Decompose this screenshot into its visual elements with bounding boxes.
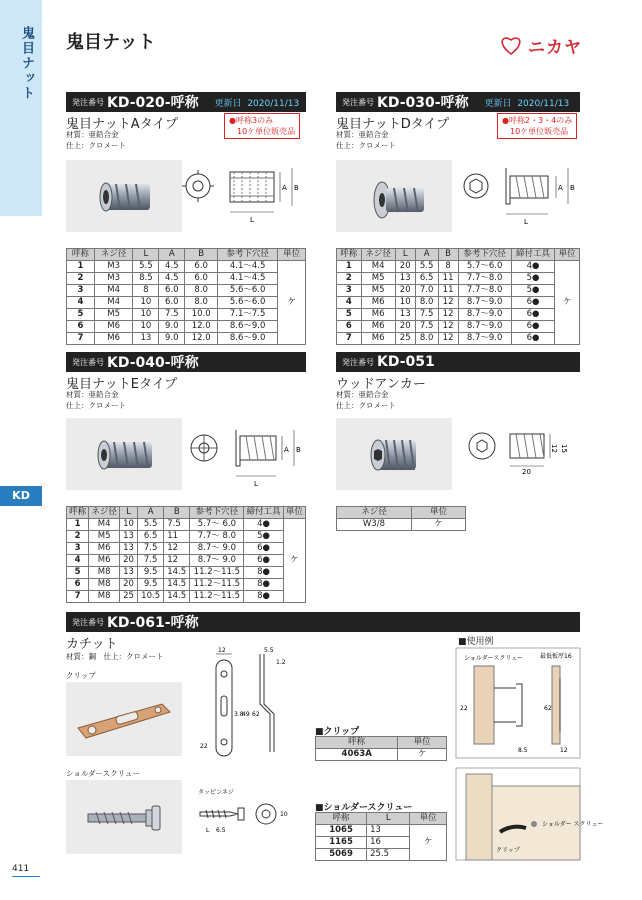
clip-photo-icon bbox=[66, 682, 182, 756]
kd020-sales-note: ●呼称3のみ 10ケ単位販売品 bbox=[224, 113, 300, 139]
dim-10: 10 bbox=[280, 811, 288, 818]
brand-logo bbox=[500, 34, 608, 56]
kd051-name: ウッドアンカー bbox=[336, 377, 426, 392]
table-header-row: 呼称 L 単位 bbox=[316, 813, 447, 825]
dim-8-5: 8.5 bbox=[518, 747, 528, 754]
table-row: 7 M6 13 9.0 12.0 8.6〜9.0 bbox=[67, 333, 306, 345]
logo-text: ニカヤ bbox=[528, 38, 582, 58]
kd020-finish: 仕上：クロメート bbox=[66, 141, 126, 150]
table-row: 4 M6 20 7.5 12 8.7〜 9.0 6● bbox=[67, 555, 306, 567]
dim-12: 12 bbox=[560, 747, 568, 754]
kd020-drawing bbox=[184, 164, 304, 226]
dim-a: A bbox=[558, 184, 563, 192]
kd040-finish: 仕上：クロメート bbox=[66, 401, 126, 410]
table-row: 1 M4 10 5.5 7.5 5.7〜 6.0 4● ケ bbox=[67, 519, 306, 531]
clip-table-title: ■クリップ bbox=[315, 727, 360, 737]
table-row: 7 M8 25 10.5 14.5 11.2〜11.5 8● bbox=[67, 591, 306, 603]
kd020-header: 発注番号 KD-020-呼称 更新日 2020/11/13 bbox=[66, 92, 306, 112]
table-row: 1165 16 bbox=[316, 837, 447, 849]
shoulder-label: ショルダースクリュー bbox=[464, 655, 524, 662]
kd030-photo bbox=[336, 160, 452, 232]
kd051-drawing bbox=[460, 424, 580, 488]
table-row: 5 M6 13 7.5 12 8.7〜9.0 6● bbox=[337, 309, 580, 321]
table-row: 1065 13 ケ bbox=[316, 825, 447, 837]
dim-l: L bbox=[524, 218, 528, 226]
unit-cell: ケ bbox=[283, 519, 305, 603]
dim-5-5: 5.5 bbox=[264, 647, 274, 654]
kd040-code: KD-040-呼称 bbox=[107, 355, 199, 371]
nut-photo-icon bbox=[66, 418, 182, 490]
usage-label: ■使用例 bbox=[458, 637, 494, 647]
kd040-drawing bbox=[184, 424, 304, 488]
kd051-header: 発注番号 KD-051 bbox=[336, 352, 580, 372]
nut-photo-icon bbox=[336, 160, 452, 232]
kd030-sales-note: ●呼称2・3・4のみ 10ケ単位販売品 bbox=[497, 113, 577, 139]
screw-drawing bbox=[190, 786, 300, 842]
table-header-row: 呼称 ネジ径 L A B 参考下穴径 締付工具 単位 bbox=[337, 249, 580, 261]
dim-3-8: 3.8 bbox=[234, 711, 244, 718]
table-row: 6 M8 20 9.5 14.5 11.2〜11.5 8● bbox=[67, 579, 306, 591]
dim-1-2: 1.2 bbox=[276, 659, 286, 666]
dim-a: A bbox=[284, 446, 289, 454]
kd051-material: 材質：亜鉛合金 bbox=[336, 390, 389, 399]
clip-photo bbox=[66, 682, 182, 756]
kd040-material: 材質：亜鉛合金 bbox=[66, 390, 119, 399]
table-header-row: 呼称 ネジ径 L A B 参考下穴径 単位 bbox=[67, 249, 306, 261]
anchor-photo-icon bbox=[336, 418, 452, 490]
kd040-photo bbox=[66, 418, 182, 490]
dim-b: B bbox=[296, 446, 301, 454]
dim-6-5: 6.5 bbox=[216, 827, 226, 834]
screw-table-title: ■ショルダースクリュー bbox=[315, 803, 413, 813]
dim-20: 20 bbox=[522, 468, 531, 476]
dim-62: 62 bbox=[252, 711, 260, 718]
kd040-header: 発注番号 KD-040-呼称 bbox=[66, 352, 306, 372]
kd020-table bbox=[66, 248, 306, 345]
table-row: 1 M3 5.5 4.5 6.0 4.1〜4.5 ケ bbox=[67, 261, 306, 273]
table-header-row: 呼称 ネジ径 L A B 参考下穴径 締付工具 単位 bbox=[67, 507, 306, 519]
table-row: 3 M6 13 7.5 12 8.7〜 9.0 6● bbox=[67, 543, 306, 555]
table-row: 5069 25.5 bbox=[316, 849, 447, 861]
kd030-header: 発注番号 KD-030-呼称 更新日 2020/11/13 bbox=[336, 92, 580, 112]
usage-diagram-1 bbox=[456, 648, 580, 758]
kd040-table bbox=[66, 506, 306, 603]
table-row: 5 M5 10 7.5 10.0 7.1〜7.5 bbox=[67, 309, 306, 321]
dim-l: L bbox=[250, 216, 254, 224]
kd051-table bbox=[336, 506, 466, 531]
table-row: 1 M4 20 5.5 8 5.7〜6.0 4● ケ bbox=[337, 261, 580, 273]
dim-12: 12 bbox=[550, 444, 558, 453]
kd030-material: 材質：亜鉛合金 bbox=[336, 130, 389, 139]
page-title: 鬼目ナット bbox=[66, 32, 156, 53]
kd040-name: 鬼目ナットEタイプ bbox=[66, 377, 178, 392]
screw-photo bbox=[66, 780, 182, 854]
clip-drawing bbox=[190, 644, 290, 764]
table-row: 4063A ケ bbox=[316, 749, 447, 761]
kd061-header: 発注番号 KD-061-呼称 bbox=[66, 612, 580, 632]
dim-62: 62 bbox=[544, 705, 552, 712]
dim-15: 15 bbox=[560, 444, 568, 453]
table-row: 7 M6 25 8.0 12 8.7〜9.0 6● bbox=[337, 333, 580, 345]
kd051-photo bbox=[336, 418, 452, 490]
table-row: 3 M4 8 6.0 8.0 5.6〜6.0 bbox=[67, 285, 306, 297]
usage-diagram-2 bbox=[456, 768, 604, 860]
table-row: 2 M5 13 6.5 11 7.7〜 8.0 5● bbox=[67, 531, 306, 543]
clip-table bbox=[315, 736, 447, 761]
kd020-name: 鬼目ナットAタイプ bbox=[66, 117, 178, 132]
kd061-name: カチット bbox=[66, 637, 118, 652]
page-number: 411 bbox=[12, 864, 30, 874]
kd-tab[interactable]: KD bbox=[0, 486, 42, 506]
dim-l: L bbox=[254, 480, 258, 488]
kd030-name: 鬼目ナットDタイプ bbox=[336, 117, 450, 132]
kd020-photo bbox=[66, 160, 182, 232]
screw-photo-icon bbox=[66, 780, 182, 854]
dim-22: 22 bbox=[200, 743, 208, 750]
dim-l2: L bbox=[206, 827, 210, 834]
board-thickness-label: 最低板厚16 bbox=[540, 653, 572, 660]
kd020-code: KD-020-呼称 bbox=[107, 95, 199, 111]
dim-b: B bbox=[570, 184, 575, 192]
dim-b: B bbox=[294, 184, 299, 192]
kd061-material: 材質：鋼 仕上：クロメート bbox=[66, 652, 164, 661]
table-header-row: ネジ径 単位 bbox=[337, 507, 466, 519]
unit-cell: ケ bbox=[410, 825, 447, 861]
shoulder-label-2: ショルダー スクリュー bbox=[542, 821, 604, 828]
unit-cell: ケ bbox=[278, 261, 306, 345]
page-number-rule bbox=[12, 876, 40, 877]
tapping-screw-label: タッピンネジ bbox=[198, 789, 234, 796]
table-row: 2 M3 8.5 4.5 6.0 4.1〜4.5 bbox=[67, 273, 306, 285]
screw-table bbox=[315, 812, 447, 861]
kd051-code: KD-051 bbox=[377, 354, 435, 370]
nut-photo-icon bbox=[66, 160, 182, 232]
screw-label: ショルダースクリュー bbox=[66, 769, 140, 778]
dim-22: 22 bbox=[460, 705, 468, 712]
table-row: 3 M5 20 7.0 11 7.7〜8.0 5● bbox=[337, 285, 580, 297]
dim-49: 49 bbox=[242, 711, 250, 718]
kd030-table bbox=[336, 248, 580, 345]
category-label: 鬼目ナット bbox=[19, 26, 34, 101]
clip-label: クリップ bbox=[66, 671, 96, 680]
unit-cell: ケ bbox=[555, 261, 580, 345]
kd020-material: 材質：亜鉛合金 bbox=[66, 130, 119, 139]
table-row: 4 M4 10 6.0 8.0 5.6〜6.0 bbox=[67, 297, 306, 309]
table-row: 2 M5 13 6.5 11 7.7〜8.0 5● bbox=[337, 273, 580, 285]
table-row: W3/8 ケ bbox=[337, 519, 466, 531]
dim-12: 12 bbox=[218, 647, 226, 654]
table-row: 6 M6 10 9.0 12.0 8.6〜9.0 bbox=[67, 321, 306, 333]
table-row: 4 M6 10 8.0 12 8.7〜9.0 6● bbox=[337, 297, 580, 309]
kd061-code: KD-061-呼称 bbox=[107, 615, 199, 631]
kd030-code: KD-030-呼称 bbox=[377, 95, 469, 111]
table-row: 6 M6 20 7.5 12 8.7〜9.0 6● bbox=[337, 321, 580, 333]
kd030-finish: 仕上：クロメート bbox=[336, 141, 396, 150]
clip-usage-label: クリップ bbox=[496, 847, 520, 854]
dim-a: A bbox=[282, 184, 287, 192]
table-header-row: 呼称 単位 bbox=[316, 737, 447, 749]
kd030-drawing bbox=[460, 164, 580, 226]
kd051-finish: 仕上：クロメート bbox=[336, 401, 396, 410]
table-row: 5 M8 13 9.5 14.5 11.2〜11.5 8● bbox=[67, 567, 306, 579]
